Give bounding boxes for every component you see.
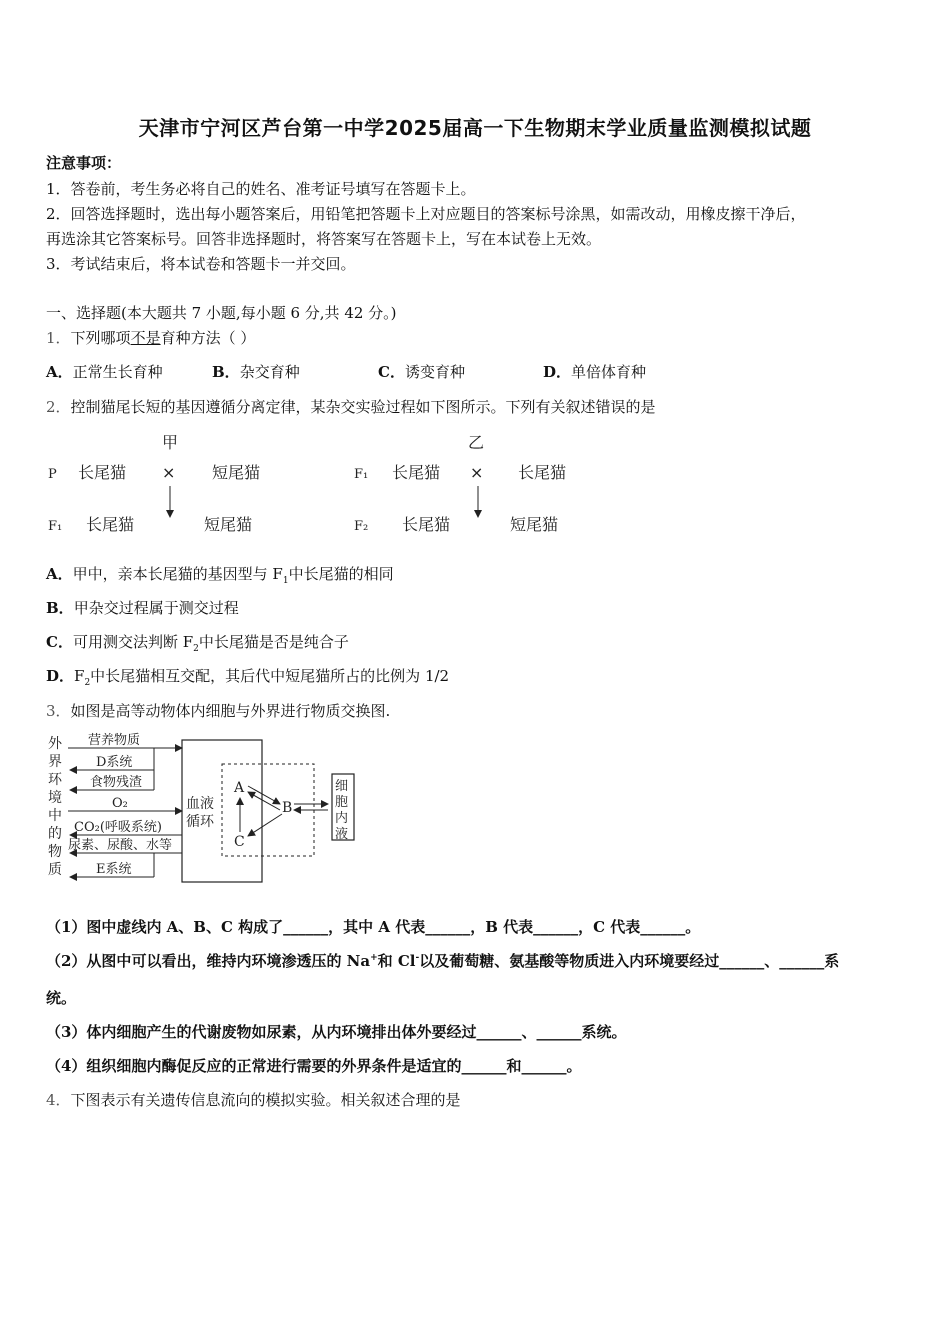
question-number: 2． (46, 398, 71, 416)
question-3-stem: 3．如图是高等动物体内细胞与外界进行物质交换图. (46, 702, 391, 720)
cross-yi-child2: 短尾猫 (510, 515, 559, 534)
cell-label-2: 内 (335, 811, 349, 826)
question-1-stem: 1．下列哪项不是育种方法（ ） (46, 329, 256, 347)
q1-option-b: B．杂交育种 (212, 363, 300, 381)
cell-label-3: 液 (335, 827, 349, 842)
q2-option-b: B．甲杂交过程属于测交过程 (46, 599, 239, 617)
cell-label-1: 胞 (335, 795, 349, 810)
env-label-5: 的 (48, 826, 62, 842)
question-number: 1． (46, 329, 71, 347)
exchange-diagram (44, 728, 364, 888)
q2-option-c: C．可用测交法判断 $F_2$中长尾猫是否是纯合子 (46, 633, 349, 654)
cross-yi-title: 乙 (468, 433, 485, 452)
node-a: A (234, 780, 245, 796)
question-2-stem: 2．控制猫尾长短的基因遵循分离定律，某杂交实验过程如下图所示。下列有关叙述错误的是 (46, 398, 656, 416)
cross-jia-child2: 短尾猫 (204, 515, 253, 534)
q1-option-a: A．正常生长育种 (46, 363, 163, 381)
q3-subquestion-4: （4）组织细胞内酶促反应的正常进行需要的外界条件是适宜的______和______。 (46, 1057, 582, 1075)
cross-yi-cross: × (470, 463, 484, 482)
label-nutrients: 营养物质 (88, 733, 141, 748)
node-b: B (282, 800, 293, 816)
cross-jia-arrow-head (166, 510, 174, 518)
env-label-1: 界 (48, 754, 62, 770)
notice-item-1: 1．答卷前，考生务必将自己的姓名、准考证号填写在答题卡上。 (46, 180, 476, 198)
label-co2: CO₂(呼吸系统) (74, 820, 162, 835)
blood-label-1: 血液 (186, 796, 214, 812)
cross-yi-parent2: 长尾猫 (518, 463, 567, 482)
label-e-system: E系统 (96, 862, 132, 877)
cross-yi-arrow-head (474, 510, 482, 518)
env-label-4: 中 (48, 808, 62, 824)
section-heading: 一、选择题(本大题共 7 小题,每小题 6 分,共 42 分。) (46, 304, 397, 322)
cross-jia-f-label: F₁ (48, 519, 63, 534)
label-urea: 尿素、尿酸、水等 (68, 838, 173, 853)
cross-jia-p-label: P (48, 467, 57, 482)
question-number: 3． (46, 702, 71, 720)
emphasis-text: 不是 (130, 329, 161, 347)
q1-option-d: D．单倍体育种 (543, 363, 647, 381)
cross-jia-cross: × (162, 463, 176, 482)
env-label-3: 境 (48, 790, 62, 806)
cell-label-0: 细 (335, 779, 349, 794)
env-label-2: 环 (48, 772, 62, 788)
env-label-0: 外 (48, 736, 62, 752)
label-food-residue: 食物残渣 (90, 775, 143, 790)
notice-heading: 注意事项： (46, 154, 122, 172)
env-label-7: 质 (48, 862, 62, 878)
q3-subquestion-1: （1）图中虚线内 A、B、C 构成了______，其中 A 代表______，B 代表______，C 代表______。 (46, 918, 701, 936)
q2-option-d: D．$F_2$中长尾猫相互交配，其后代中短尾猫所占的比例为 1/2 (46, 667, 450, 688)
node-c: C (234, 834, 245, 850)
notice-item-2: 2．回答选择题时，选出每小题答案后，用铅笔把答题卡上对应题目的答案标号涂黑，如需改动，用橡皮擦干净后， (46, 205, 806, 223)
cross-jia-title: 甲 (162, 433, 179, 452)
label-d-system: D系统 (96, 755, 133, 770)
blood-label-2: 循环 (186, 814, 214, 830)
label-o2: O₂ (112, 796, 128, 811)
question-4-stem: 4．下图表示有关遗传信息流向的模拟实验。相关叙述合理的是 (46, 1091, 461, 1109)
q3-subquestion-2-cont: 统。 (46, 989, 77, 1007)
cross-diagram (40, 426, 600, 546)
env-label-6: 物 (48, 844, 62, 860)
cross-jia-parent2: 短尾猫 (212, 463, 261, 482)
q1-option-c: C．诱变育种 (378, 363, 465, 381)
q3-subquestion-2: （2）从图中可以看出，维持内环境渗透压的 Na+和 Cl-以及葡萄糖、氨基酸等物质进入内环境要经过______、______系 (46, 952, 840, 970)
cross-jia-parent1: 长尾猫 (78, 463, 127, 482)
cross-yi-f-label: F₂ (354, 519, 369, 534)
notice-item-3: 3．考试结束后，将本试卷和答题卡一并交回。 (46, 255, 356, 273)
q3-subquestion-3: （3）体内细胞产生的代谢废物如尿素，从内环境排出体外要经过______、______系统。 (46, 1023, 627, 1041)
cross-yi-child1: 长尾猫 (402, 515, 451, 534)
cross-jia-child1: 长尾猫 (86, 515, 135, 534)
cross-yi-parent1: 长尾猫 (392, 463, 441, 482)
notice-item-2-cont: 再选涂其它答案标号。回答非选择题时，将答案写在答题卡上，写在本试卷上无效。 (46, 230, 602, 248)
q2-option-a: A．甲中，亲本长尾猫的基因型与 $F_1$中长尾猫的相同 (46, 565, 394, 586)
page-title: 天津市宁河区芦台第一中学2025届高一下生物期末学业质量监测模拟试题 (138, 116, 812, 140)
question-number: 4． (46, 1091, 71, 1109)
cross-yi-p-label: F₁ (354, 467, 369, 482)
